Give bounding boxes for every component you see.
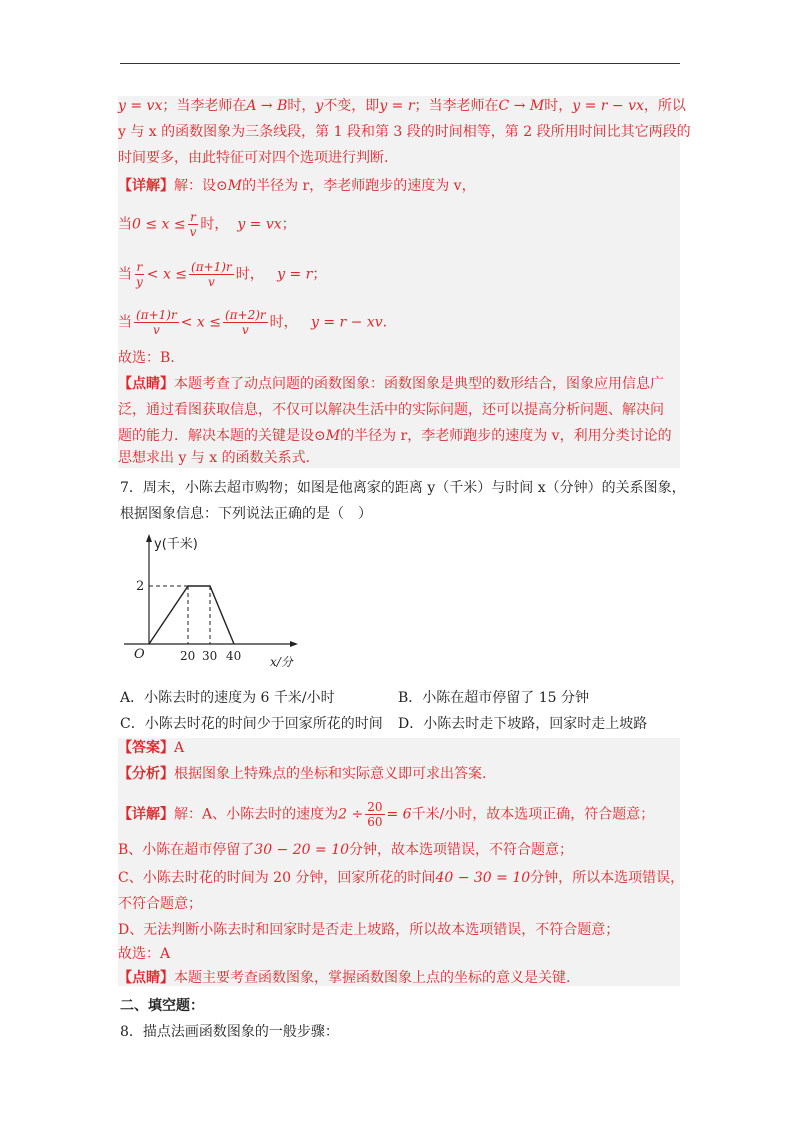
sol6-line-9: 【点睛】本题考查了动点问题的函数图象：函数图象是典型的数形结合，图象应用信息广 xyxy=(118,376,664,392)
x-tick-20: 20 xyxy=(180,649,196,663)
sol6-line-3: 时间要多，由此特征可对四个选项进行判断. xyxy=(118,150,389,166)
sol7-b: B、小陈在超市停留了30 − 20 = 10分钟，故本选项错误，不符合题意； xyxy=(118,842,574,858)
sol6-line-10: 泛，通过看图获取信息，不仅可以解决生活中的实际问题，还可以提高分析问题、解决问 xyxy=(118,402,664,418)
option-c: C．小陈去时花的时间少于回家所花的时间 xyxy=(120,716,383,732)
sol6-line-8: 故选：B. xyxy=(118,350,175,366)
fraction: $\frac{r}{v}$ xyxy=(189,210,197,239)
sol6-line-6: 当 $\frac{r}{y}$ < x ≤ $\frac{(\pi+1)r}{v}$ 时， y = r； xyxy=(118,260,327,289)
sol6-line-12: 思想求出 y 与 x 的函数关系式. xyxy=(118,450,311,466)
sol7-analysis: 【分析】根据图象上特殊点的坐标和实际意义即可求出答案. xyxy=(118,766,487,782)
distance-time-graph xyxy=(120,532,310,674)
q7-line-1: 7．周末，小陈去超市购物；如图是他离家的距离 y（千米）与时间 x（分钟）的关系图象， xyxy=(120,480,686,496)
option-a: A．小陈去时的速度为 6 千米/小时 xyxy=(120,690,335,706)
y-tick-2: 2 xyxy=(136,579,145,594)
fraction: $\frac{20}{60}$ xyxy=(367,800,383,829)
q7-line-2: 根据图象信息：下列说法正确的是（ ） xyxy=(120,506,372,522)
fraction: $\frac{r}{y}$ xyxy=(136,260,143,289)
sol7-answer: 【答案】A xyxy=(118,740,185,756)
section-heading: 二、填空题： xyxy=(120,998,204,1014)
sol7-note: 【点睛】本题主要考查函数图象，掌握函数图象上点的坐标的意义是关键. xyxy=(118,970,571,986)
sol6-line-1: y = vx；当李老师在A → B时，y不变，即y = r；当李老师在C → M时，y = r − vx，所以 xyxy=(118,98,686,114)
x-axis-arrow xyxy=(290,641,298,647)
sol7-detail: 【详解】解：A、小陈去时的速度为2 ÷ $\frac{20}{60}$ = 6千米/小时，故本选项正确，符合题意； xyxy=(118,800,655,829)
y-axis-label: y(千米) xyxy=(154,537,198,552)
sol7-c-2: 不符合题意； xyxy=(118,896,202,912)
fraction: $\frac{(\pi+1)r}{v}$ xyxy=(191,260,232,289)
fraction: $\frac{(\pi+1)r}{v}$ xyxy=(136,308,177,337)
option-d: D．小陈去时走下坡路，回家时走上坡路 xyxy=(398,716,648,732)
sol6-line-5: 当0 ≤ x ≤ $\frac{r}{v}$ 时， y = vx； xyxy=(118,210,296,239)
solution-block-7 xyxy=(118,738,685,986)
option-b: B．小陈在超市停留了 15 分钟 xyxy=(398,690,590,706)
q8-line-1: 8．描点法画函数图象的一般步骤： xyxy=(120,1024,339,1040)
sol6-line-11: 题的能力．解决本题的关键是设⊙M的半径为 r，李老师跑步的速度为 v，利用分类讨论的 xyxy=(118,428,672,444)
sol7-select: 故选：A xyxy=(118,946,171,962)
x-tick-40: 40 xyxy=(226,649,242,663)
distance-polyline xyxy=(149,586,234,644)
sol6-line-2: y 与 x 的函数图象为三条线段，第 1 段和第 3 段的时间相等，第 2 段所用时间比其它两段的 xyxy=(118,124,691,140)
header-rule xyxy=(120,63,680,64)
y-axis-arrow xyxy=(146,534,152,542)
x-axis-label: x/分 xyxy=(270,655,293,669)
sol7-c-1: C、小陈去时花的时间为 20 分钟，回家所花的时间40 − 30 = 10分钟，所以本选项错误， xyxy=(118,870,685,886)
origin-label: O xyxy=(134,647,145,662)
fraction: $\frac{(\pi+2)r}{v}$ xyxy=(224,308,266,337)
x-tick-30: 30 xyxy=(202,649,218,663)
solution-block-6 xyxy=(118,96,691,468)
sol7-d: D、无法判断小陈去时和回家时是否走上坡路，所以故本选项错误，不符合题意； xyxy=(118,922,620,938)
sol6-line-7: 当 $\frac{(\pi+1)r}{v}$ < x ≤ $\frac{(\pi+2)r}{v}$ 时， y = r − xv. xyxy=(118,308,388,337)
sol6-line-4: 【详解】解：设⊙M的半径为 r，李老师跑步的速度为 v， xyxy=(118,178,476,194)
